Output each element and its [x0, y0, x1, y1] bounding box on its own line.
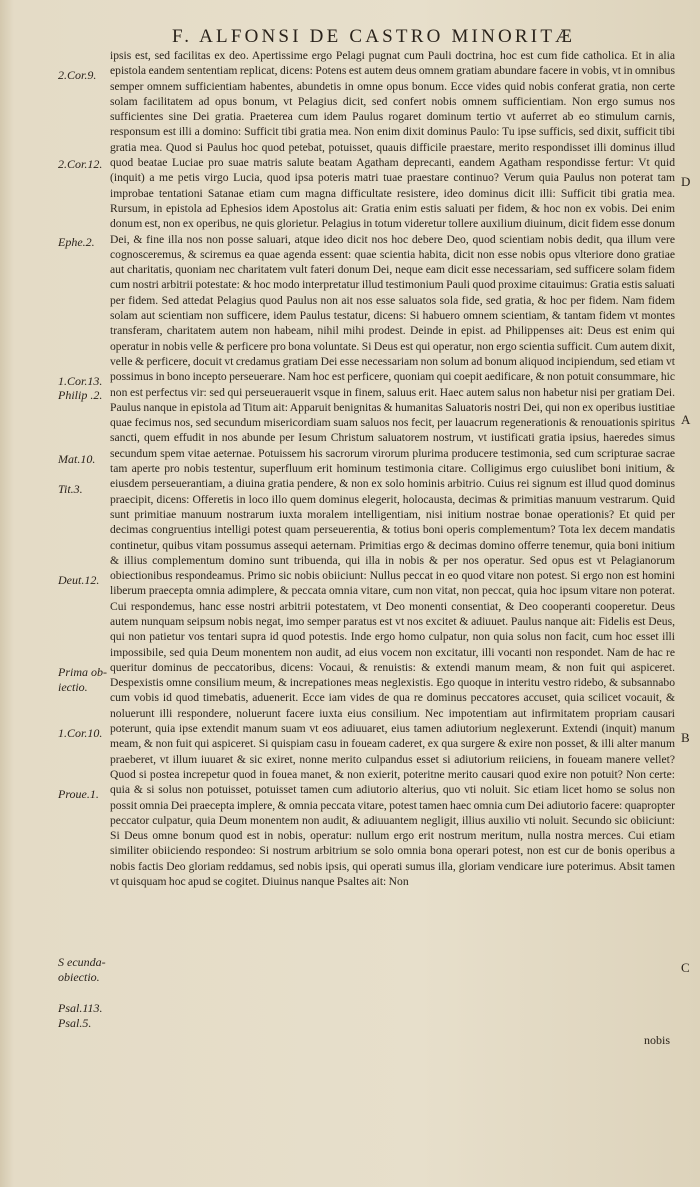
catchword: nobis [644, 1033, 671, 1047]
marginal-note: Proue.1. [58, 787, 99, 801]
main-text-block [110, 48, 675, 889]
marginal-note: S ecunda- [58, 955, 106, 969]
section-letter: D [681, 174, 691, 189]
marginal-note: 2.Cor.9. [58, 68, 97, 82]
marginal-note: Philip .2. [58, 388, 103, 402]
marginal-note: Psal.113. [58, 1001, 103, 1015]
marginal-note: 1.Cor.13. [58, 374, 103, 388]
section-letter: B [681, 730, 690, 745]
marginal-note: Psal.5. [58, 1016, 92, 1030]
left-margin-notes [0, 0, 110, 1187]
marginal-note: Deut.12. [58, 573, 100, 587]
section-letter: C [681, 960, 690, 975]
marginal-note: Prima ob- [58, 665, 107, 679]
running-title: F. ALFONSI DE CASTRO MINORITÆ [172, 26, 576, 47]
marginal-note: obiectio. [58, 970, 100, 984]
marginal-note: Ephe.2. [58, 235, 95, 249]
marginal-note: 2.Cor.12. [58, 157, 103, 171]
marginal-note: Tit.3. [58, 482, 83, 496]
section-letter: A [681, 412, 691, 427]
marginal-note: iectio. [58, 680, 88, 694]
marginal-note: 1.Cor.10. [58, 726, 103, 740]
paragraph: ipsis est, sed facilitas ex deo. Apertissime ergo Pelagi pugnat cum Pauli doctrina, hoc est cum fide catholica. Et in alia epistola eandem sententiam replicat, dicens: Potens est autem deus omnem gratiam abundare facere in vobis, vt in omnibus semper omnem sufficientiam habentes, abundetis in omne opus bonum. Ecce vides quid nobis conferat gratia, non certe solam facilitatem ad opus bonum, vt Pelagius dicit, sed confert nobis omnem sufficientiam. Non ergo sumus nos sufficientes sine Dei gratia. Praeterea cum idem Paulus rogaret dominum tertio vt auferret ab eo stimulum carnis, responsum est illi a domino: Sufficit tibi gratia mea. Non enim dixit dominus Paulo: Tu ipse sufficis, sed dixit, sufficit tibi gratia mea. Quod si Paulus hoc quod petebat, potuisset, quauis difficile praestare, merito respondisset illi dominus illud quod beatae Luciae pro suae matris salute beatam Agatham deprecanti, eandem Agatham respondisse fertur: Vt quid (inquit) a me petis virgo Lucia, quod ipsa poteris matri tuae praestare continuo? Verum quia Paulus non poterat tam improbae tentationi Satanae etiam cum magna difficultate resistere, ideo dominus dicit illi: Sufficit tibi gratia mea. Rursum, in epistola ad Ephesios idem Apostolus ait: Gratia enim estis saluati per fidem, & hoc non ex vobis. Dei enim donum est, non ex operibus, ne quis glorietur. Pelagius in totum videretur tollere auxilium diuinum, dicit fidem esse donum Dei, & fine illa nos non posse saluari, atque ideo dicit nos hoc debere Deo, quod scientiam nobis dedit, qua illum vere cognosceremus, & sciremus ea quae agenda essent: quae scientia habita, dicit non esse nobis opus vlteriore dono gratiae aut charitatis, quoniam nec charitatem vult fateri donum Dei, neque eam dicit esse necessariam, sed sufficere solam fidem cum nostri arbitrii potestate: & hoc modo interpretatur illud testimonium Pauli quod proxime citauimus: Gratia estis saluati per fidem. Sed attedat Pelagius quod Paulus non ait nos esse saluatos sola fide, sed gratia, & hoc per fidem. Nam fidem solam aut scientiam non sufficere, idem Paulus testatur, dicens: Si habuero omnem scientiam, & tantam fidem vt montes transferam, charitatem autem non habeam, nihil mihi prodest. Deinde in epist. ad Philippenses ait: Deus est enim qui operatur in nobis velle & perficere pro bona voluntate. Si Deus est qui operatur, non ergo scientia sufficit. Cum autem dixit, velle & perficere, docuit vt credamus gratiam Dei esse necessariam non solum ad bonum aliquod incipiendum, sed etiam vt possimus in bono incepto perseuerare. Nam hoc est perficere, quoniam qui coepit aedificare, & non potuit consummare, hic non est perfectus vir: sed qui perseuerauerit vsque in finem, saluus erit. Haec autem salus non habetur nisi per gratiam Dei. Paulus nanque in epistola ad Titum ait: Apparuit benignitas & humanitas Saluatoris nostri Dei, qui non ex operibus iustitiae quae fecimus nos, sed secundum misericordiam suam saluos nos fecit, per lauacrum regenerationis & renouationis spiritus sancti, quem effudit in nos abunde per Iesum Christum saluatorem nostrum, vt iustificati gratia ipsius, haeredes simus secundum spem vitae aeternae. Potuissem his sacrorum virorum plurima producere testimonia, sed cum scripturae sacrae tam aperte pro nobis testentur, superfluum erit hominum testimonia citare. Colligimus ergo cuiuslibet boni initium, & eiusdem perseuerantiam, a diuina gratia pendere, & non ex solo hominis arbitrio. Cuius rei signum est illud quod dominus praecipit, dicens: Offeretis in loco illo quem dominus elegerit, holocausta, decimas & primitias manuum vestrarum. Quid sunt primitiae manuum nostrarum iuxta moralem intelligentiam, nisi initium nostrae bonae operationis? Et quid per decimas congruentius intelligi potest quam perseuerentia, & totius boni operis complementum? Tota lex decem mandatis continetur, quibus vitam possumus assequi aeternam. Primitias ergo & decimas domino offerre tenemur, quia boni initium & illius complementum domino sunt tribuenda, qui illa in nobis & per nos operatur. Sed opus est vt Pelagianorum obiectionibus respondeamus. Primo sic nobis obiiciunt: Nullus peccat in eo quod vitare non potest. Si ergo non est homini liberum praecepta omnia adimplere, & peccata omnia vitare, cum non vitat, non peccat, quia hoc ipsum vitare non poterat. Cui respondemus, hanc esse nostri arbitrii potestatem, vt Deo monenti consentiat, & Deo cooperanti cooperetur. Deus autem nunquam seipsum nobis negat, imo semper paratus est vt nos excitet & adiuuet. Paulus nanque ait: Fidelis est Deus, qui non patietur vos tentari supra id quod potestis. Inde ergo homo culpatur, non quia solus non facit, cum hoc esset illi impossibile, sed quia Deum monentem non audit, ad eius vocem non excitatur, illi vocanti non respondet. Nam de hac re queritur dominus de peccatoribus, dicens: Vocaui, & renuistis: & extendi manum meam, & non fuit qui aspiceret. Despexistis omne consilium meum, & increpationes meas neglexistis. Ego quoque in interitu vestro ridebo, & subsannabo cum vobis id quod timebatis, aduenerit. Ecce iam vides de qua re dominus peccatores accuset, quia scilicet vocauit, & noluerunt illi respondere, noluerunt facere iuxta eius consilium. Nec impotentiam aut infirmitatem propriam causari poterunt, quia ipse extendit manum suam vt eos adiuuaret, eius tamen adiutorium neglexerunt. Extendi (inquit) manum meam, & non fuit qui aspiceret. Si quispiam casu in foueam caderet, ex qua surgere & exire non posset, & illi alter manum praeberet, vt illum iuuaret & sic exiret, nonne merito culpandus esset si adiutorium reiiciens, in foueam manere vellet? Quod si postea increpetur quod in fouea manet, & non exierit, poteritne merito causari quod exire non potuit? Non certe: quia & si solus non potuisset, potuisset tamen cum adiutorio alterius, quo vti noluit. Sic etiam licet homo se solus non possit omnia Dei praecepta implere, & omnia peccata vitare, potest tamen haec omnia cum Dei adiutorio facere: quapropter peccator culpatur, quia Deum monentem non audit, & adiuuantem negligit, illius auxilio vti noluit. Secundo sic obiiciunt: Si Deus omne bonum quod est in nobis, operatur: nullum ergo erit nostrum meritum, nulla nostra merces. Cui etiam similiter obiiciendo respondeo: Si nostrum arbitrium se solo omnia bona operari potest, non est cur de bonis operibus a nobis factis Deo gloriam reddamus, sed nobis ipsis, qui operati sumus illa, gloriam vendicare iure poterimus. Absit tamen vt quisquam hoc apud se cogitet. Diuinus nanque Psaltes ait: Non [110, 49, 675, 889]
marginal-note: Mat.10. [58, 452, 96, 466]
